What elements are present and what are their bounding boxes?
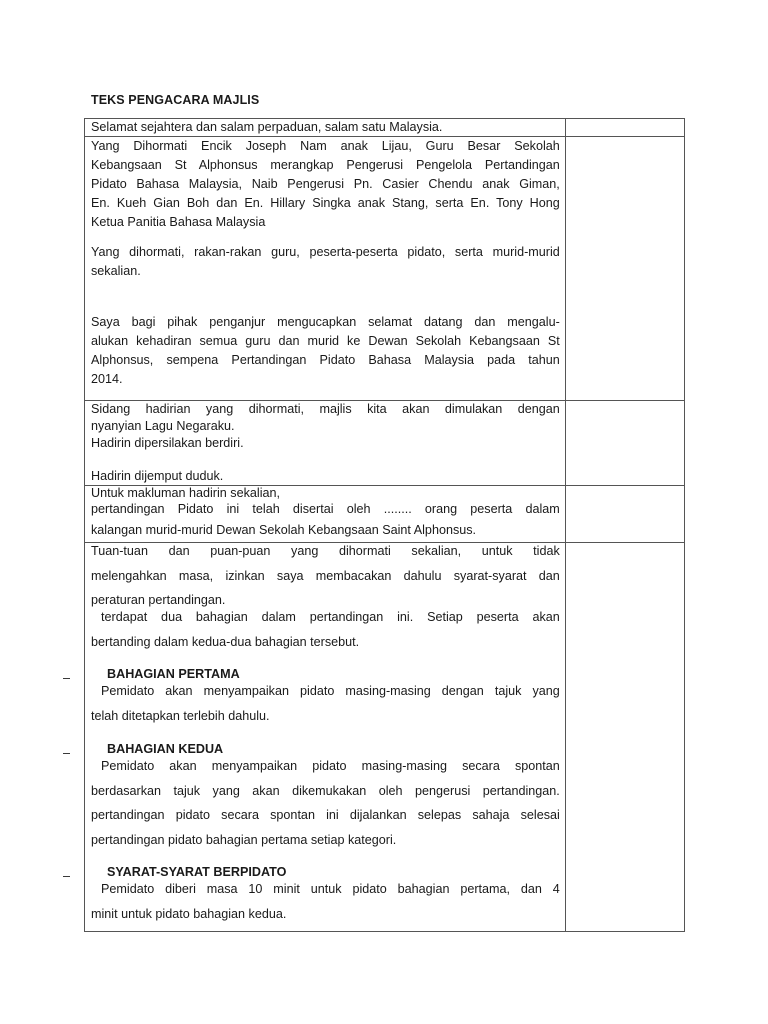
section-heading: SYARAT-SYARAT BERPIDATO <box>107 865 287 879</box>
script-cell <box>85 486 566 543</box>
text-line: Ketua Panitia Bahasa Malaysia <box>91 215 266 229</box>
text-line: Kebangsaan St Alphonsus merangkap Pengerusi Pengelola Pertandingan <box>91 158 560 172</box>
text-line: Yang Dihormati Encik Joseph Nam anak Lijau, Guru Besar Sekolah <box>91 139 560 153</box>
text-line: Hadirin dijemput duduk. <box>91 469 224 483</box>
bullet-dash: – <box>63 869 71 883</box>
text-line: terdapat dua bahagian dalam pertandingan ini. Setiap peserta akan <box>101 610 560 624</box>
table-row <box>85 119 685 137</box>
script-cell <box>85 119 566 137</box>
bullet-dash: – <box>63 671 71 685</box>
text-line: Untuk makluman hadirin sekalian, <box>91 486 280 500</box>
text-line: berdasarkan tajuk yang akan dikemukakan oleh pengerusi pertandingan. <box>91 784 560 798</box>
script-cell <box>85 137 566 401</box>
text-line: peraturan pertandingan. <box>91 593 226 607</box>
text-line: Hadirin dipersilakan berdiri. <box>91 436 244 450</box>
text-line: 2014. <box>91 372 123 386</box>
greeting-text: Selamat sejahtera dan salam perpaduan, salam satu Malaysia. <box>91 120 443 134</box>
text-line: Pemidato diberi masa 10 minit untuk pidato bahagian pertama, dan 4 <box>101 882 560 896</box>
text-line: bertanding dalam kedua-dua bahagian tersebut. <box>91 635 360 649</box>
text-line: nyanyian Lagu Negaraku. <box>91 419 235 433</box>
table-row <box>85 137 685 401</box>
notes-cell <box>565 543 684 932</box>
notes-cell <box>565 137 684 401</box>
text-line: sekalian. <box>91 264 141 278</box>
page-title: TEKS PENGACARA MAJLIS <box>91 93 260 107</box>
text-line: alukan kehadiran semua guru dan murid ke Dewan Sekolah Kebangsaan St <box>91 334 560 348</box>
notes-cell <box>565 486 684 543</box>
text-line: minit untuk pidato bahagian kedua. <box>91 907 287 921</box>
text-line: Saya bagi pihak penganjur mengucapkan selamat datang dan mengalu- <box>91 315 560 329</box>
notes-cell <box>565 119 684 137</box>
notes-cell <box>565 401 684 486</box>
script-cell <box>63 543 566 932</box>
text-line: telah ditetapkan terlebih dahulu. <box>91 709 270 723</box>
section-heading: BAHAGIAN KEDUA <box>107 742 224 756</box>
text-line: Tuan-tuan dan puan-puan yang dihormati sekalian, untuk tidak <box>91 544 560 558</box>
table-row <box>85 486 685 543</box>
text-line: kalangan murid-murid Dewan Sekolah Kebangsaan Saint Alphonsus. <box>91 523 477 537</box>
text-line: Yang dihormati, rakan-rakan guru, peserta-peserta pidato, serta murid-murid <box>91 245 560 259</box>
section-heading: BAHAGIAN PERTAMA <box>107 667 240 681</box>
bullet-dash: – <box>63 746 71 760</box>
text-line: Sidang hadirian yang dihormati, majlis kita akan dimulakan dengan <box>91 402 560 416</box>
text-line: Pemidato akan menyampaikan pidato masing-masing secara spontan <box>101 759 560 773</box>
text-line: Pidato Bahasa Malaysia, Naib Pengerusi Pn. Casier Chendu anak Giman, <box>91 177 560 191</box>
text-line: pertandingan pidato bahagian pertama setiap kategori. <box>91 833 397 847</box>
text-line: pertandingan Pidato ini telah disertai oleh ........ orang peserta dalam <box>91 502 560 516</box>
text-line: Pemidato akan menyampaikan pidato masing-masing dengan tajuk yang <box>101 684 560 698</box>
text-line: pertandingan pidato secara spontan ini dijalankan selepas sahaja selesai <box>91 808 560 822</box>
table-row <box>85 401 685 486</box>
table-row <box>85 543 685 932</box>
script-table <box>63 118 685 932</box>
text-line: En. Kueh Gian Boh dan En. Hillary Singka anak Stang, serta En. Tony Hong <box>91 196 560 210</box>
text-line: Alphonsus, sempena Pertandingan Pidato Bahasa Malaysia pada tahun <box>91 353 560 367</box>
text-line: melengahkan masa, izinkan saya membacakan dahulu syarat-syarat dan <box>91 569 560 583</box>
script-cell <box>85 401 566 486</box>
